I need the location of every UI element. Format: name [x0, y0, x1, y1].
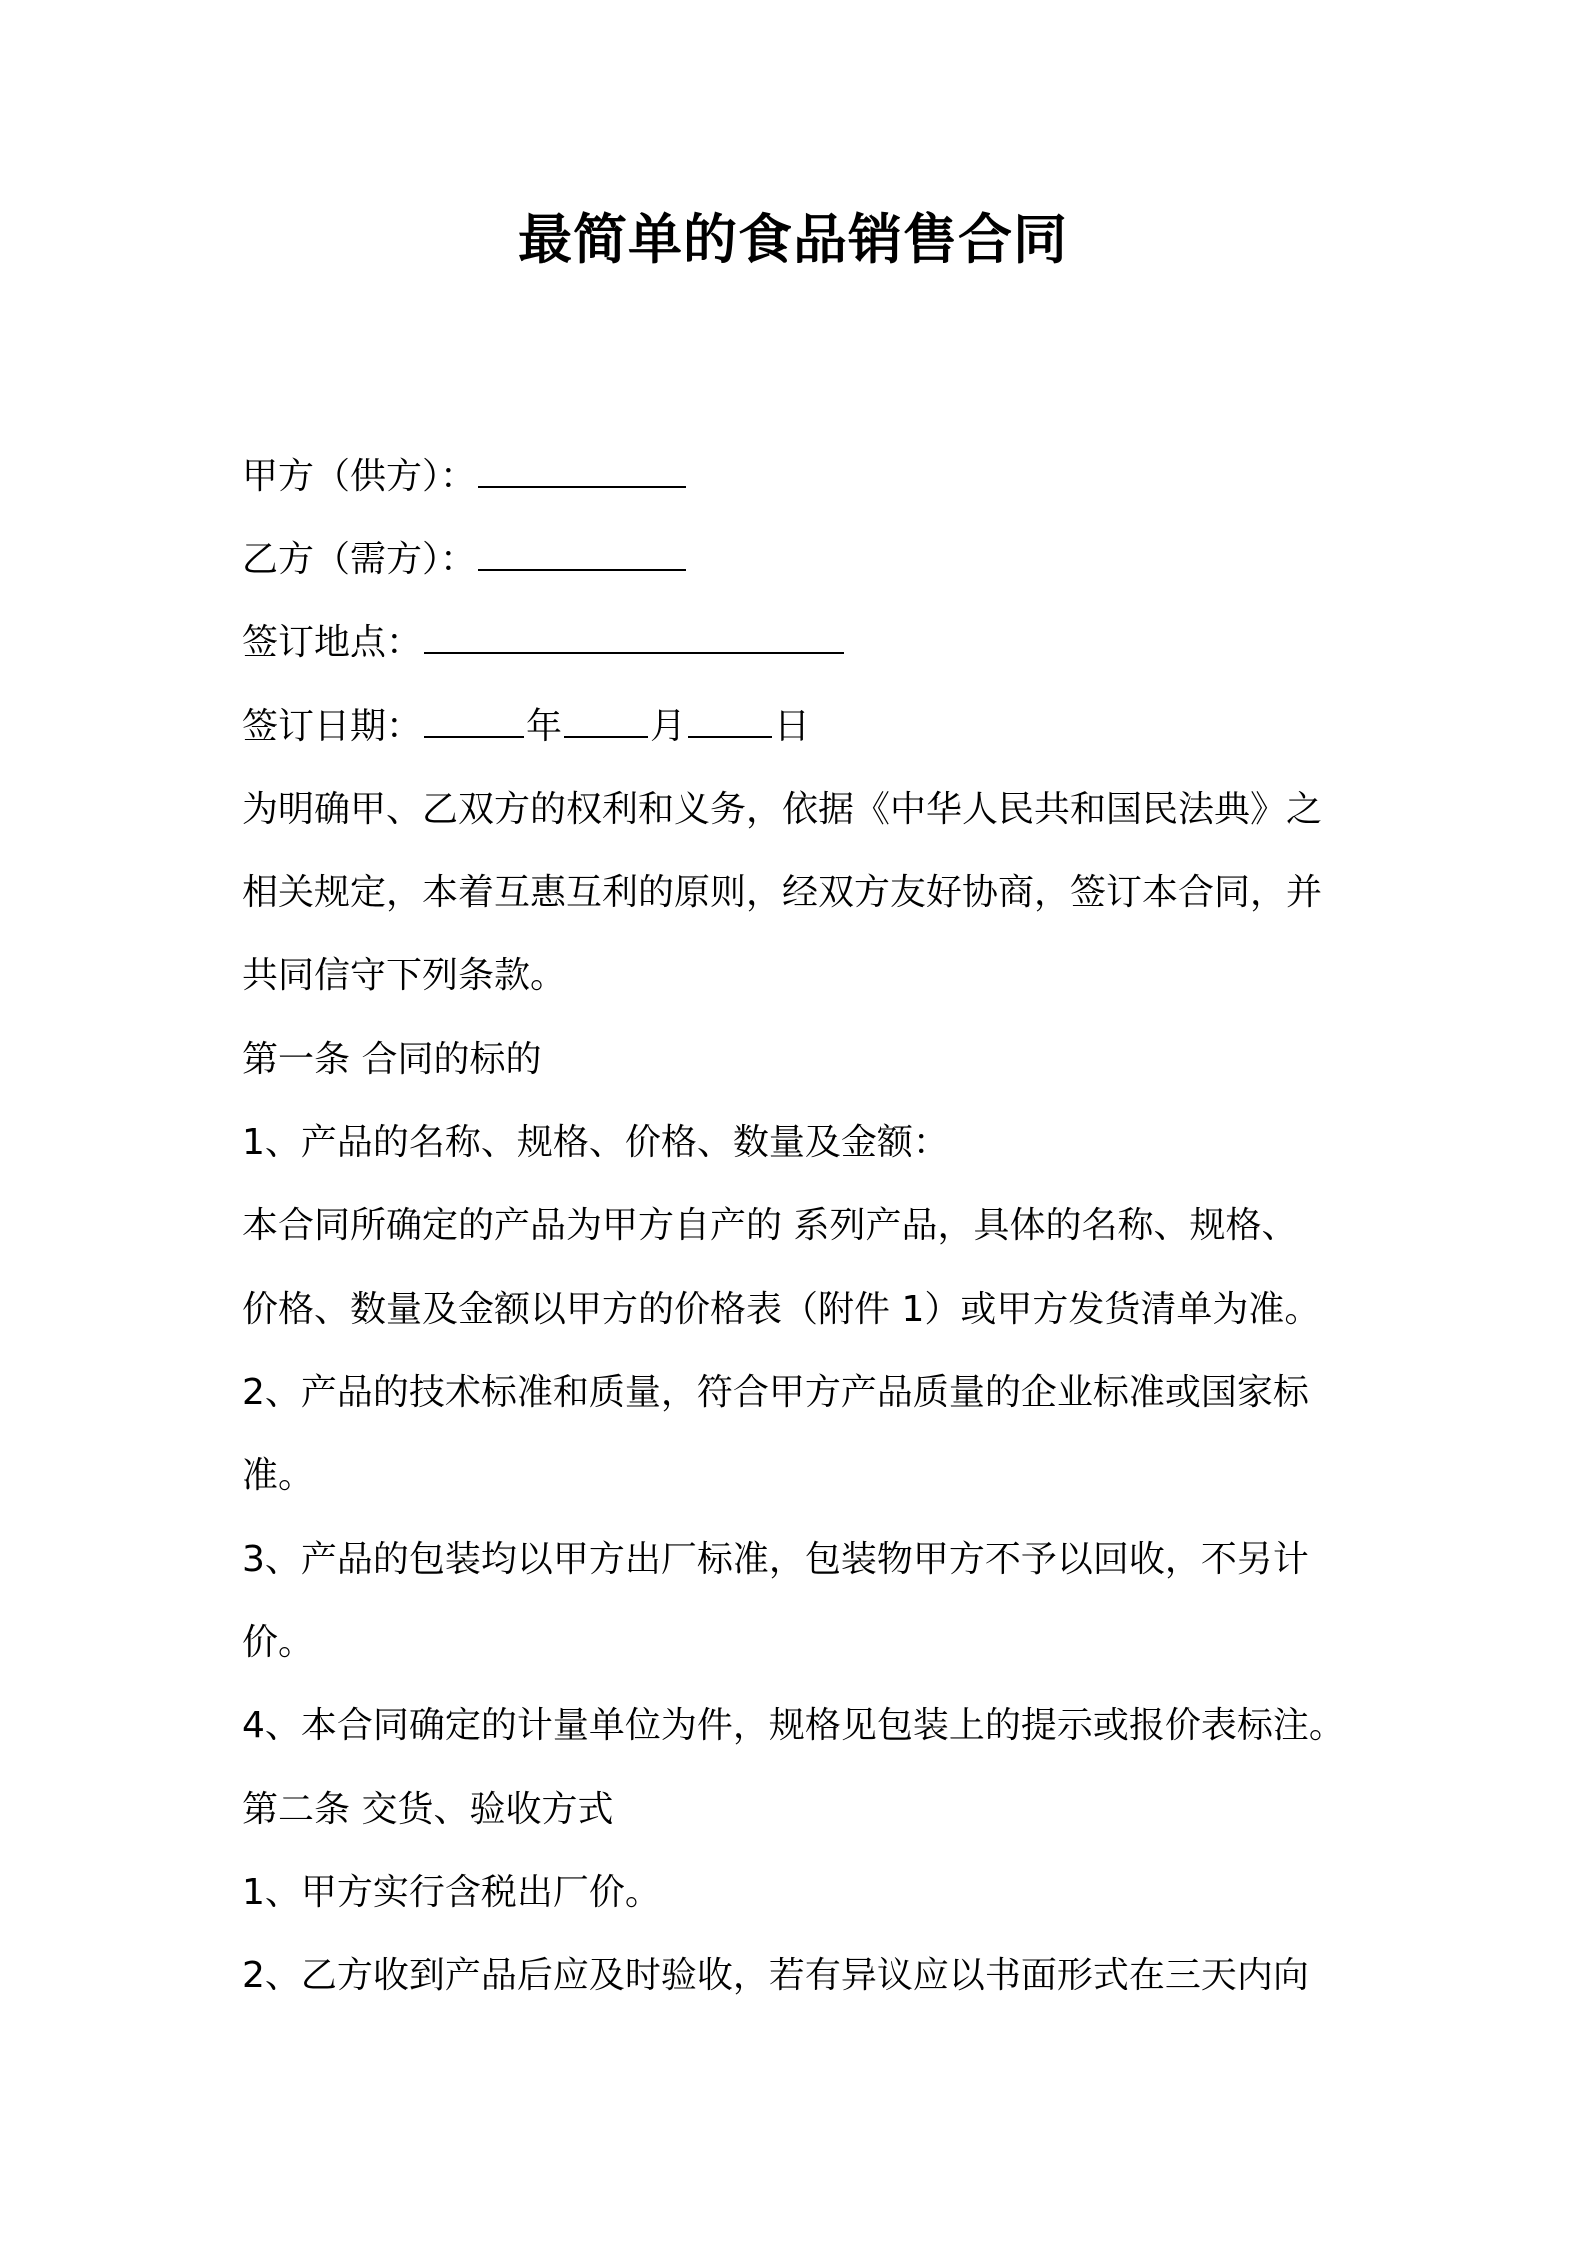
date-label: 签订日期：: [242, 706, 423, 747]
clause-line: 2、产品的技术标准和质量，符合甲方产品质量的企业标准或国家标: [242, 1372, 1309, 1413]
party-a-label: 甲方（供方）：: [242, 456, 477, 497]
location-label: 签订地点：: [242, 622, 423, 663]
preamble-line-2: 相关规定，本着互惠互利的原则，经双方友好协商，签订本合同，并: [242, 872, 1323, 913]
clause-line: 1、产品的名称、规格、价格、数量及金额：: [242, 1122, 949, 1163]
day-blank[interactable]: [688, 702, 772, 738]
document-title: 最简单的食品销售合同: [518, 208, 1068, 271]
clause-line: 价格、数量及金额以甲方的价格表（附件 1）或甲方发货清单为准。: [242, 1289, 1321, 1330]
party-a-field: [242, 452, 688, 502]
location-field: [242, 618, 846, 668]
clause-line: 本合同所确定的产品为甲方自产的 系列产品，具体的名称、规格、: [242, 1205, 1298, 1246]
day-label: 日: [774, 706, 811, 747]
preamble-line-1: 为明确甲、乙双方的权利和义务，依据《中华人民共和国民法典》之: [242, 789, 1323, 830]
month-blank[interactable]: [564, 702, 648, 738]
location-blank[interactable]: [424, 618, 844, 654]
year-blank[interactable]: [424, 702, 524, 738]
clause-line: 3、产品的包装均以甲方出厂标准，包装物甲方不予以回收，不另计: [242, 1539, 1309, 1580]
party-b-blank[interactable]: [478, 535, 686, 571]
date-field: [242, 702, 810, 752]
clause-line: 价。: [242, 1622, 315, 1663]
article-2-heading: 第二条 交货、验收方式: [242, 1789, 614, 1830]
clause-line: 1、甲方实行含税出厂价。: [242, 1872, 661, 1913]
clause-line: 4、本合同确定的计量单位为件，规格见包装上的提示或报价表标注。: [242, 1705, 1345, 1746]
month-label: 月: [650, 706, 687, 747]
party-b-label: 乙方（需方）：: [242, 539, 477, 580]
party-a-blank[interactable]: [478, 452, 686, 488]
party-b-field: [242, 535, 688, 585]
clause-line: 准。: [242, 1455, 315, 1496]
article-1-heading: 第一条 合同的标的: [242, 1039, 542, 1080]
year-label: 年: [526, 706, 563, 747]
clause-line: 2、乙方收到产品后应及时验收，若有异议应以书面形式在三天内向: [242, 1955, 1309, 1996]
preamble-line-3: 共同信守下列条款。: [242, 955, 567, 996]
